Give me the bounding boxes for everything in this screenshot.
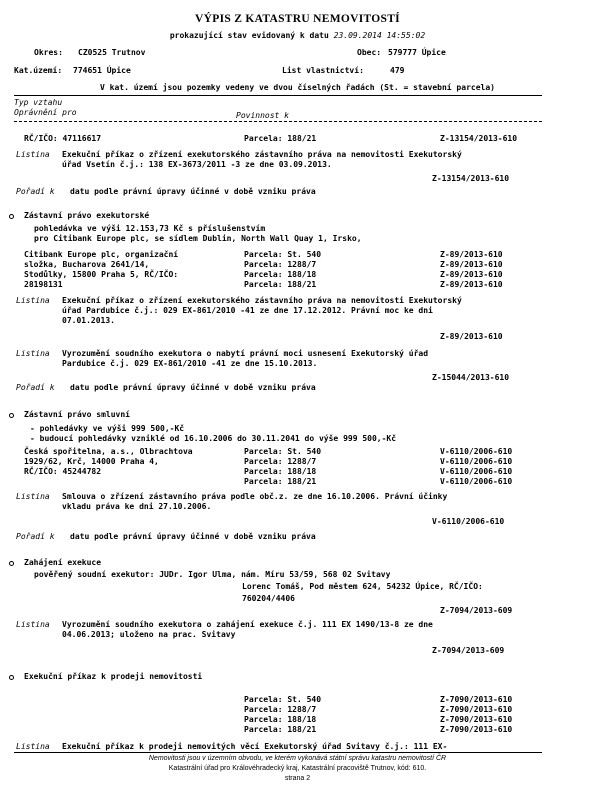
column-opravneni-pro: Oprávnění pro [14, 108, 77, 117]
s2-listina1-line2: úřad Pardubice č.j.: 029 EX-861/2010 -41 ze dne 17.12.2012. Právní moc ke dni [62, 306, 433, 315]
s1-poradi-text: datu podle právní úpravy účinné v době vzniku práva [70, 187, 316, 196]
s4-listina-line2: 04.06.2013; uloženo na prac. Svitavy [62, 630, 236, 639]
obec-label: Obec: [357, 48, 382, 57]
s2-listina2-line2: Pardubice č.j. 029 EX-861/2010 -41 ze dne 15.10.2013. [62, 359, 318, 368]
s5-parcel-2: Parcela: 188/18 [244, 715, 317, 724]
document-title: VÝPIS Z KATASTRU NEMOVITOSTÍ [195, 13, 400, 25]
s3-listina-line2: vkladu práva ke dni 27.10.2006. [62, 502, 212, 511]
s3-bullet-icon [9, 413, 14, 418]
s2-line2: pro Citibank Europe plc, se sídlem Dublin, North Wall Quay 1, Irsko, [34, 234, 362, 243]
s3-poradi-label: Pořadí k [16, 532, 55, 541]
s2-ref-2: Z-89/2013-610 [440, 270, 503, 279]
s2-poradi-text: datu podle právní úpravy účinné v době vzniku práva [70, 383, 316, 392]
s4-ref: Z-7094/2013-609 [440, 606, 513, 615]
s5-ref-2: Z-7090/2013-610 [440, 715, 513, 724]
s4-line3: 760204/4406 [242, 594, 295, 603]
s3-left-1: 1929/62, Krč, 14000 Praha 4, [24, 457, 159, 466]
s4-heading: Zahájení exekuce [24, 558, 102, 567]
column-typ-vztahu: Typ vztahu [14, 98, 63, 107]
footer-divider [14, 752, 542, 753]
subtitle-date: 23.09.2014 14:55:02 [333, 31, 426, 40]
s4-bullet-icon [9, 561, 14, 566]
s2-line1: pohledávka ve výši 12.153,73 Kč s příslušenstvím [34, 224, 266, 233]
s4-listina-label: Listina [16, 620, 50, 629]
s2-ref-3: Z-89/2013-610 [440, 280, 503, 289]
s2-parcel-1: Parcela: 1288/7 [244, 260, 317, 269]
s2-listina1-line1: Exekuční příkaz o zřízení exekutorského zástavního práva na nemovitosti Exekutorský [62, 296, 462, 305]
s5-parcel-1: Parcela: 1288/7 [244, 705, 317, 714]
header-divider [14, 95, 542, 96]
s3-ref-0: V-6110/2006-610 [440, 447, 513, 456]
s2-bullet-icon [9, 214, 14, 219]
s3-parcel-3: Parcela: 188/21 [244, 477, 317, 486]
s3-heading: Zástavní právo smluvní [24, 410, 130, 419]
s4-line2: Lorenc Tomáš, Pod městem 624, 54232 Úpice, RČ/IČO: [242, 582, 483, 591]
footer-line1: Nemovitosti jsou v územním obvodu, ve kterém vykonává státní správu katastru nemovitostí ČR [148, 755, 447, 762]
s2-listina1-label: Listina [16, 296, 50, 305]
footer-line2: Katastrální úřad pro Královéhradecký kraj, Katastrální pracoviště Trutnov, kód: 610. [168, 765, 427, 772]
lv-label: List vlastnictví: [282, 66, 364, 75]
document-subtitle [0, 31, 595, 41]
s5-listina-line1: Exekuční příkaz k prodeji nemovitých věcí Exekutorský úřad Svitavy č.j.: 111 EX- [62, 742, 448, 751]
s5-listina-label: Listina [16, 742, 50, 751]
s1-listina-line2: úřad Vsetín č.j.: 138 EX-3673/2011 -3 ze dne 03.09.2013. [62, 160, 332, 169]
s3-parcel-2: Parcela: 188/18 [244, 467, 317, 476]
subtitle-prefix: prokazující stav evidovaný k datu [169, 31, 329, 40]
page-number: strana 2 [284, 775, 311, 782]
s3-ref-2: V-6110/2006-610 [440, 467, 513, 476]
s2-listina1-ref: Z-89/2013-610 [440, 332, 503, 341]
columns-divider [14, 121, 542, 122]
s3-left-0: Česká spořitelna, a.s., Olbrachtova [24, 447, 193, 456]
s3-line1: - pohledávky ve výši 999 500,-Kč [30, 424, 185, 433]
s3-parcel-1: Parcela: 1288/7 [244, 457, 317, 466]
s1-parcela: Parcela: 188/21 [244, 134, 317, 143]
s1-poradi-label: Pořadí k [16, 187, 55, 196]
s2-listina2-ref: Z-15044/2013-610 [432, 373, 510, 382]
s2-ref-1: Z-89/2013-610 [440, 260, 503, 269]
katuzemi-value: 774651 Úpice [73, 66, 131, 75]
s5-ref-1: Z-7090/2013-610 [440, 705, 513, 714]
s2-poradi-label: Pořadí k [16, 383, 55, 392]
s3-listina-label: Listina [16, 492, 50, 501]
s4-line1: pověřený soudní exekutor: JUDr. Igor Ulma, nám. Míru 53/59, 568 02 Svitavy [34, 570, 391, 579]
s2-listina2-label: Listina [16, 349, 50, 358]
s5-heading: Exekuční příkaz k prodeji nemovitosti [24, 672, 203, 681]
s2-parcel-3: Parcela: 188/21 [244, 280, 317, 289]
s3-ref-1: V-6110/2006-610 [440, 457, 513, 466]
parcel-series-note: V kat. území jsou pozemky vedeny ve dvou číselných řadách (St. = stavební parcela) [100, 83, 495, 92]
s1-listina-label: Listina [16, 150, 50, 159]
s5-bullet-icon [9, 675, 14, 680]
s2-left-2: Stodůlky, 15800 Praha 5, RČ/IČO: [24, 270, 179, 279]
obec-value: 579777 Úpice [388, 48, 446, 57]
s4-listina-line1: Vyrozumění soudního exekutora o zahájení exekuce č.j. 111 EX 1490/13-8 ze dne [62, 620, 433, 629]
okres-label: Okres: [34, 48, 63, 57]
s2-parcel-0: Parcela: St. 540 [244, 250, 322, 259]
s1-ref: Z-13154/2013-610 [440, 134, 518, 143]
column-povinnost-k: Povinnost k [236, 111, 289, 120]
s2-ref-0: Z-89/2013-610 [440, 250, 503, 259]
s2-parcel-2: Parcela: 188/18 [244, 270, 317, 279]
s2-left-0: Citibank Europe plc, organizační [24, 250, 179, 259]
s2-listina1-line3: 07.01.2013. [62, 316, 115, 325]
s3-listina-line1: Smlouva o zřízení zástavního práva podle obč.z. ze dne 16.10.2006. Právní účinky [62, 492, 448, 501]
s5-parcel-3: Parcela: 188/21 [244, 725, 317, 734]
lv-value: 479 [390, 66, 405, 75]
s2-listina2-line1: Vyrozumění soudního exekutora o nabytí právní moci usnesení Exekutorský úřad [62, 349, 429, 358]
s4-listina-ref: Z-7094/2013-609 [432, 646, 505, 655]
s3-ref-3: V-6110/2006-610 [440, 477, 513, 486]
s5-ref-0: Z-7090/2013-610 [440, 695, 513, 704]
s5-ref-3: Z-7090/2013-610 [440, 725, 513, 734]
s3-listina-ref: V-6110/2006-610 [432, 517, 505, 526]
s2-heading: Zástavní právo exekutorské [24, 211, 150, 220]
okres-value: CZ0525 Trutnov [78, 48, 146, 57]
s3-parcel-0: Parcela: St. 540 [244, 447, 322, 456]
s1-ric: RČ/IČO: 47116617 [24, 134, 102, 143]
s2-left-1: složka, Bucharova 2641/14, [24, 260, 150, 269]
s2-left-3: 28198131 [24, 280, 63, 289]
s1-listina-ref: Z-13154/2013-610 [432, 174, 510, 183]
s1-listina-line1: Exekuční příkaz o zřízení exekutorského zástavního práva na nemovitosti Exekutorský [62, 150, 462, 159]
katuzemi-label: Kat.území: [14, 66, 63, 75]
s3-left-2: RČ/IČO: 45244782 [24, 467, 102, 476]
s5-parcel-0: Parcela: St. 540 [244, 695, 322, 704]
s3-line2: - budoucí pohledávky vzniklé od 16.10.2006 do 30.11.2041 do výše 999 500,-Kč [30, 434, 397, 443]
s3-poradi-text: datu podle právní úpravy účinné v době vzniku práva [70, 532, 316, 541]
